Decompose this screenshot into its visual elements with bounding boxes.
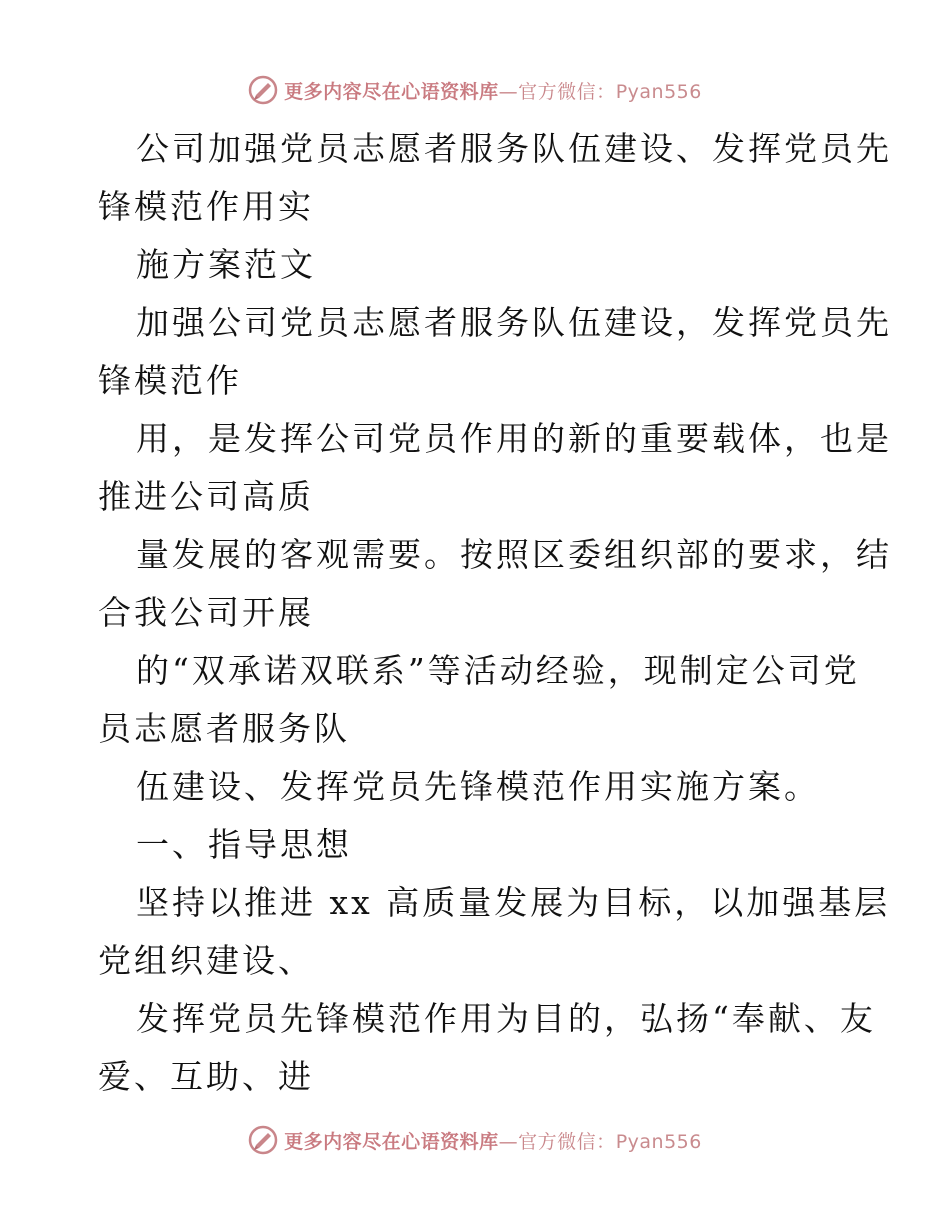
doc-line: 量发展的客观需要。按照区委组织部的要求，结 — [136, 535, 892, 574]
pen-seal-icon — [248, 75, 278, 105]
doc-line: 坚持以推进 xx 高质量发展为目标，以加强基层 — [136, 883, 891, 922]
doc-line: 加强公司党员志愿者服务队伍建设，发挥党员先 — [136, 303, 892, 342]
watermark-wechat-id: Pyan556 — [615, 80, 702, 103]
doc-line: 锋模范作 — [98, 361, 242, 400]
doc-line: 公司加强党员志愿者服务队伍建设、发挥党员先 — [136, 129, 892, 168]
watermark-suffix: 官方微信： — [518, 80, 616, 103]
doc-line: 发挥党员先锋模范作用为目的，弘扬“奉献、友 — [136, 999, 876, 1038]
watermark-separator: — — [498, 1130, 519, 1153]
watermark-main: 更多内容尽在心语资料库 — [284, 80, 499, 103]
doc-line: 的“双承诺双联系”等活动经验，现制定公司党 — [136, 651, 860, 690]
document-body — [98, 120, 892, 1106]
doc-line: 党组织建设、 — [98, 941, 314, 980]
watermark-suffix: 官方微信： — [518, 1130, 616, 1153]
doc-line: 推进公司高质 — [98, 477, 314, 516]
doc-line: 员志愿者服务队 — [98, 709, 350, 748]
doc-line: 施方案范文 — [136, 245, 316, 284]
header-watermark — [0, 70, 950, 110]
doc-line: 用，是发挥公司党员作用的新的重要载体，也是 — [136, 419, 892, 458]
section-heading: 一、指导思想 — [136, 825, 352, 864]
doc-line: 爱、互助、进 — [98, 1057, 314, 1096]
watermark-separator: — — [498, 80, 519, 103]
footer-watermark — [0, 1120, 950, 1160]
watermark-text — [284, 1127, 702, 1154]
watermark-text — [284, 77, 702, 104]
pen-seal-icon — [248, 1125, 278, 1155]
doc-line: 伍建设、发挥党员先锋模范作用实施方案。 — [136, 767, 820, 806]
doc-line: 合我公司开展 — [98, 593, 314, 632]
doc-line: 锋模范作用实 — [98, 187, 314, 226]
watermark-wechat-id: Pyan556 — [615, 1130, 702, 1153]
watermark-main: 更多内容尽在心语资料库 — [284, 1130, 499, 1153]
